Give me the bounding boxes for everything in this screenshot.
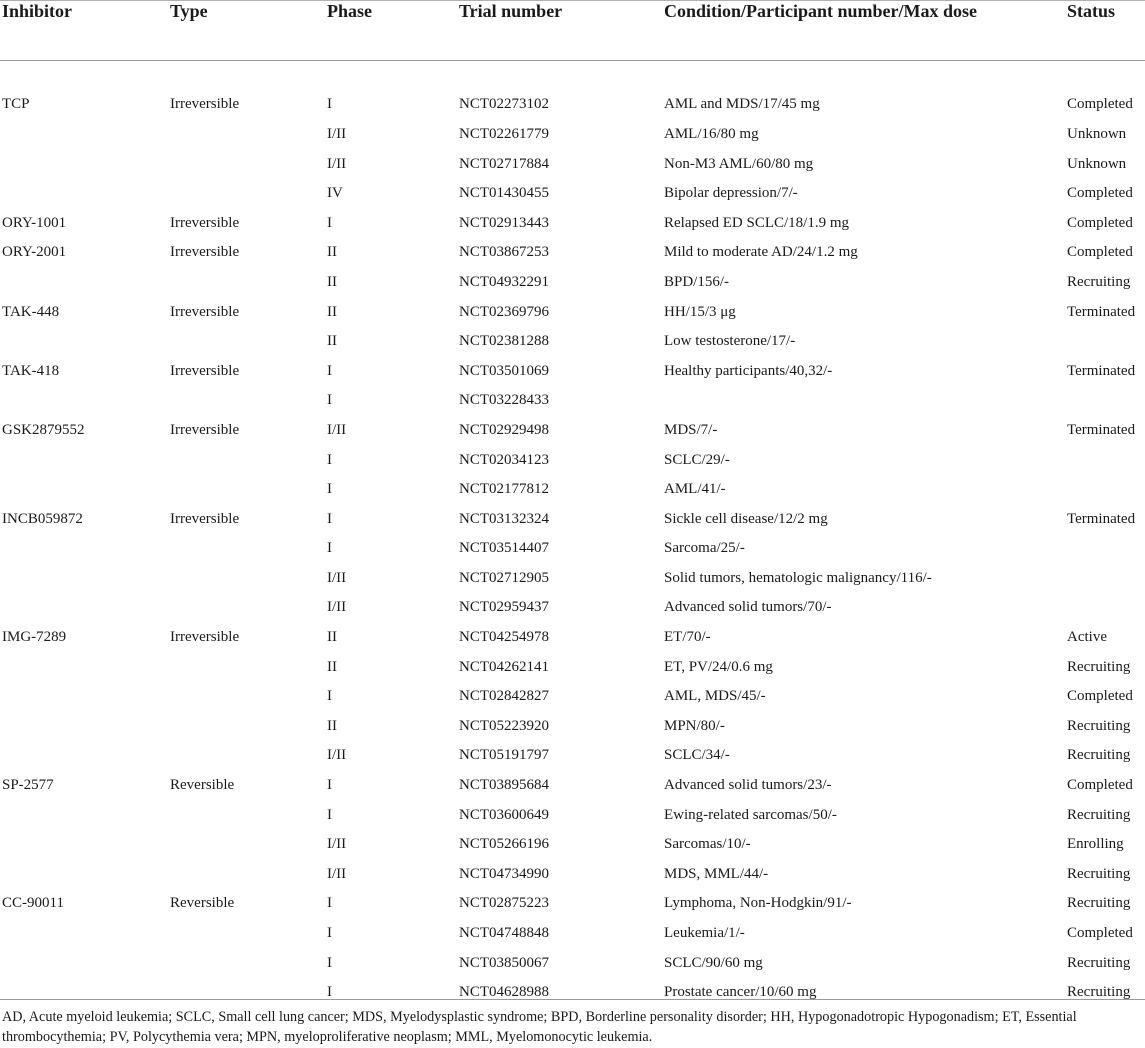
cell-trial-number: NCT02929498	[459, 421, 549, 438]
cell-phase: I	[327, 392, 332, 409]
cell-status: Completed	[1067, 688, 1133, 705]
cell-phase: II	[327, 273, 337, 290]
cell-inhibitor: INCB059872	[2, 510, 83, 527]
cell-condition: Healthy participants/40,32/-	[664, 362, 833, 379]
cell-inhibitor	[0, 800, 170, 830]
cell-inhibitor: TAK-418	[2, 362, 60, 379]
cell-condition: MDS/7/-	[664, 421, 718, 438]
cell-status: Recruiting	[1067, 865, 1131, 882]
cell-condition: AML and MDS/17/45 mg	[664, 96, 820, 113]
table-row	[0, 948, 1145, 978]
cell-condition: Sarcomas/10/-	[664, 836, 751, 853]
table-row	[0, 563, 1145, 593]
cell-condition: MPN/80/-	[664, 717, 725, 734]
cell-condition: Sarcoma/25/-	[664, 540, 745, 557]
cell-phase: I/II	[327, 599, 347, 616]
table-row	[0, 386, 1145, 416]
cell-trial-number: NCT02381288	[459, 333, 549, 350]
cell-type	[170, 918, 327, 948]
table-row	[0, 534, 1145, 564]
cell-trial-number: NCT03228433	[459, 392, 549, 409]
cell-phase: I/II	[327, 155, 347, 172]
cell-type: Irreversible	[170, 214, 240, 231]
cell-trial-number: NCT02875223	[459, 895, 549, 912]
cell-trial-number: NCT04734990	[459, 865, 549, 882]
cell-type: Irreversible	[170, 244, 240, 261]
cell-trial-number: NCT04254978	[459, 629, 549, 646]
cell-condition: Leukemia/1/-	[664, 925, 745, 942]
cell-phase: I	[327, 451, 332, 468]
cell-inhibitor: TAK-448	[2, 303, 60, 320]
cell-type	[170, 267, 327, 297]
table-row	[0, 829, 1145, 859]
cell-type	[170, 859, 327, 889]
cell-phase: I/II	[327, 865, 347, 882]
cell-status: Recruiting	[1067, 747, 1131, 764]
cell-status: Completed	[1067, 777, 1133, 794]
cell-phase: I	[327, 895, 332, 912]
table-row	[0, 119, 1145, 149]
cell-inhibitor	[0, 711, 170, 741]
table-row	[0, 711, 1145, 741]
cell-status	[1067, 563, 1145, 593]
cell-phase: I	[327, 96, 332, 113]
cell-trial-number: NCT05223920	[459, 717, 549, 734]
cell-condition: Low testosterone/17/-	[664, 333, 796, 350]
cell-status	[1067, 593, 1145, 623]
cell-status: Recruiting	[1067, 658, 1131, 675]
cell-type	[170, 977, 327, 1007]
cell-condition: BPD/156/-	[664, 273, 730, 290]
cell-condition: AML, MDS/45/-	[664, 688, 766, 705]
cell-status: Recruiting	[1067, 895, 1131, 912]
cell-condition: Mild to moderate AD/24/1.2 mg	[664, 244, 858, 261]
cell-type: Irreversible	[170, 303, 240, 320]
cell-inhibitor	[0, 741, 170, 771]
cell-phase: I	[327, 806, 332, 823]
cell-inhibitor	[0, 119, 170, 149]
table-row	[0, 415, 1145, 445]
cell-inhibitor	[0, 445, 170, 475]
cell-trial-number: NCT03132324	[459, 510, 549, 527]
cell-trial-number: NCT02712905	[459, 569, 549, 586]
header-inhibitor: Inhibitor	[2, 1, 73, 21]
cell-condition: SCLC/90/60 mg	[664, 954, 763, 971]
cell-condition: Non-M3 AML/60/80 mg	[664, 155, 814, 172]
cell-inhibitor	[0, 149, 170, 179]
table-footnote: AD, Acute myeloid leukemia; SCLC, Small cell lung cancer; MDS, Myelodysplastic syndrome; BPD, Borderline personality disorder; HH, Hypogonadotropic Hypogonadism; ET, Essential thrombocythemia; PV, Polycythemia vera; MPN, myeloproliferative neoplasm; MML, Myelomonocytic leukemia.	[2, 1009, 1077, 1045]
cell-condition: Advanced solid tumors/23/-	[664, 777, 832, 794]
cell-condition: SCLC/29/-	[664, 451, 730, 468]
cell-status: Terminated	[1067, 510, 1136, 527]
cell-status: Completed	[1067, 96, 1133, 113]
cell-inhibitor: IMG-7289	[2, 629, 67, 646]
cell-phase: I	[327, 362, 332, 379]
header-type: Type	[170, 1, 208, 21]
cell-condition: Advanced solid tumors/70/-	[664, 599, 832, 616]
cell-trial-number: NCT03850067	[459, 954, 549, 971]
cell-inhibitor	[0, 326, 170, 356]
cell-trial-number: NCT04628988	[459, 984, 549, 1001]
cell-phase: II	[327, 658, 337, 675]
cell-inhibitor: GSK2879552	[2, 421, 85, 438]
cell-phase: I	[327, 481, 332, 498]
cell-trial-number: NCT03501069	[459, 362, 549, 379]
cell-status: Terminated	[1067, 303, 1136, 320]
cell-trial-number: NCT02261779	[459, 125, 549, 142]
cell-condition: AML/16/80 mg	[664, 125, 759, 142]
cell-status: Recruiting	[1067, 717, 1131, 734]
table-row	[0, 859, 1145, 889]
cell-condition: Prostate cancer/10/60 mg	[664, 984, 817, 1001]
cell-phase: II	[327, 244, 337, 261]
table-row	[0, 918, 1145, 948]
table-row	[0, 267, 1145, 297]
table-row	[0, 445, 1145, 475]
cell-phase: IV	[327, 185, 343, 202]
cell-inhibitor: ORY-1001	[2, 214, 67, 231]
cell-type	[170, 445, 327, 475]
cell-type	[170, 534, 327, 564]
cell-inhibitor	[0, 977, 170, 1007]
cell-phase: I	[327, 925, 332, 942]
header-spacer	[0, 60, 1145, 90]
table-row	[0, 326, 1145, 356]
cell-type	[170, 652, 327, 682]
cell-status: Completed	[1067, 244, 1133, 261]
table-row	[0, 622, 1145, 652]
cell-status: Terminated	[1067, 362, 1136, 379]
cell-trial-number: NCT03600649	[459, 806, 549, 823]
cell-trial-number: NCT02273102	[459, 96, 549, 113]
cell-phase: I	[327, 510, 332, 527]
cell-condition: ET/70/-	[664, 629, 711, 646]
cell-status: Recruiting	[1067, 984, 1131, 1001]
cell-status: Recruiting	[1067, 806, 1131, 823]
cell-type	[170, 474, 327, 504]
cell-phase: I/II	[327, 569, 347, 586]
cell-phase: I	[327, 954, 332, 971]
cell-type	[170, 948, 327, 978]
cell-inhibitor	[0, 534, 170, 564]
cell-type	[170, 149, 327, 179]
cell-status: Unknown	[1067, 155, 1127, 172]
cell-inhibitor: SP-2577	[2, 777, 54, 794]
footnote-rule	[0, 999, 1145, 1000]
cell-type	[170, 800, 327, 830]
cell-inhibitor	[0, 859, 170, 889]
cell-type	[170, 563, 327, 593]
cell-type	[170, 593, 327, 623]
cell-inhibitor: ORY-2001	[2, 244, 67, 261]
cell-phase: I	[327, 984, 332, 1001]
cell-trial-number: NCT03867253	[459, 244, 549, 261]
table-row	[0, 297, 1145, 327]
cell-phase: II	[327, 717, 337, 734]
cell-condition: Lymphoma, Non-Hodgkin/91/-	[664, 895, 852, 912]
cell-inhibitor: TCP	[2, 96, 30, 113]
cell-inhibitor	[0, 948, 170, 978]
cell-type	[170, 119, 327, 149]
table-row	[0, 681, 1145, 711]
cell-inhibitor	[0, 267, 170, 297]
header-condition: Condition/Participant number/Max dose	[664, 1, 978, 21]
cell-inhibitor	[0, 652, 170, 682]
cell-type	[170, 681, 327, 711]
table-row	[0, 593, 1145, 623]
cell-condition: Relapsed ED SCLC/18/1.9 mg	[664, 214, 849, 231]
cell-phase: I	[327, 214, 332, 231]
cell-status: Recruiting	[1067, 954, 1131, 971]
cell-inhibitor	[0, 593, 170, 623]
table-row	[0, 770, 1145, 800]
cell-inhibitor	[0, 474, 170, 504]
table-row	[0, 90, 1145, 120]
cell-trial-number: NCT04748848	[459, 925, 549, 942]
table-row	[0, 238, 1145, 268]
cell-inhibitor	[0, 681, 170, 711]
cell-phase: I	[327, 540, 332, 557]
cell-type	[170, 386, 327, 416]
cell-status: Enrolling	[1067, 836, 1124, 853]
cell-status	[1067, 326, 1145, 356]
cell-type	[170, 829, 327, 859]
table-row	[0, 889, 1145, 919]
cell-trial-number: NCT04932291	[459, 273, 549, 290]
cell-condition	[664, 386, 1067, 416]
table-row	[0, 208, 1145, 238]
cell-type: Irreversible	[170, 362, 240, 379]
cell-phase: I/II	[327, 836, 347, 853]
cell-condition: ET, PV/24/0.6 mg	[664, 658, 773, 675]
cell-trial-number: NCT02369796	[459, 303, 549, 320]
table-header	[0, 0, 1145, 60]
cell-status: Recruiting	[1067, 273, 1131, 290]
cell-trial-number: NCT02842827	[459, 688, 549, 705]
cell-trial-number: NCT02959437	[459, 599, 549, 616]
cell-status	[1067, 445, 1145, 475]
table-row	[0, 356, 1145, 386]
cell-status: Active	[1067, 629, 1107, 646]
cell-phase: I/II	[327, 421, 347, 438]
cell-status	[1067, 474, 1145, 504]
cell-trial-number: NCT05191797	[459, 747, 549, 764]
cell-phase: II	[327, 303, 337, 320]
cell-status	[1067, 386, 1145, 416]
cell-type: Irreversible	[170, 421, 240, 438]
table-row	[0, 977, 1145, 1007]
table-row	[0, 149, 1145, 179]
cell-phase: I	[327, 777, 332, 794]
cell-condition: Solid tumors, hematologic malignancy/116/-	[664, 569, 932, 586]
cell-type	[170, 326, 327, 356]
table-row	[0, 652, 1145, 682]
cell-status: Terminated	[1067, 421, 1136, 438]
header-status: Status	[1067, 1, 1116, 21]
cell-trial-number: NCT02717884	[459, 155, 549, 172]
cell-trial-number: NCT02177812	[459, 481, 549, 498]
cell-type	[170, 178, 327, 208]
cell-trial-number: NCT05266196	[459, 836, 549, 853]
cell-phase: II	[327, 333, 337, 350]
cell-phase: I/II	[327, 125, 347, 142]
cell-status: Unknown	[1067, 125, 1127, 142]
cell-trial-number: NCT03514407	[459, 540, 549, 557]
cell-trial-number: NCT03895684	[459, 777, 549, 794]
cell-status: Completed	[1067, 214, 1133, 231]
cell-trial-number: NCT04262141	[459, 658, 549, 675]
cell-status: Completed	[1067, 925, 1133, 942]
cell-inhibitor: CC-90011	[2, 895, 64, 912]
cell-condition: Ewing-related sarcomas/50/-	[664, 806, 837, 823]
cell-phase: II	[327, 629, 337, 646]
table-body	[0, 60, 1145, 1007]
cell-condition: MDS, MML/44/-	[664, 865, 769, 882]
cell-inhibitor	[0, 563, 170, 593]
table-row	[0, 504, 1145, 534]
cell-status: Completed	[1067, 185, 1133, 202]
cell-condition: Bipolar depression/7/-	[664, 185, 798, 202]
header-trial-number: Trial number	[459, 1, 563, 21]
table-row	[0, 474, 1145, 504]
cell-trial-number: NCT02034123	[459, 451, 549, 468]
cell-phase: I	[327, 688, 332, 705]
cell-status	[1067, 534, 1145, 564]
cell-inhibitor	[0, 918, 170, 948]
cell-type: Reversible	[170, 895, 235, 912]
cell-type: Irreversible	[170, 510, 240, 527]
table-row	[0, 178, 1145, 208]
header-phase: Phase	[327, 1, 372, 21]
cell-type: Reversible	[170, 777, 235, 794]
cell-phase: I/II	[327, 747, 347, 764]
cell-condition: AML/41/-	[664, 481, 726, 498]
cell-trial-number: NCT01430455	[459, 185, 549, 202]
cell-type	[170, 711, 327, 741]
cell-condition: SCLC/34/-	[664, 747, 730, 764]
cell-inhibitor	[0, 386, 170, 416]
cell-inhibitor	[0, 829, 170, 859]
cell-type: Irreversible	[170, 629, 240, 646]
cell-condition: Sickle cell disease/12/2 mg	[664, 510, 828, 527]
table-row	[0, 800, 1145, 830]
cell-trial-number: NCT02913443	[459, 214, 549, 231]
cell-condition: HH/15/3 μg	[664, 303, 736, 320]
cell-inhibitor	[0, 178, 170, 208]
cell-type	[170, 741, 327, 771]
cell-type: Irreversible	[170, 96, 240, 113]
table-row	[0, 741, 1145, 771]
